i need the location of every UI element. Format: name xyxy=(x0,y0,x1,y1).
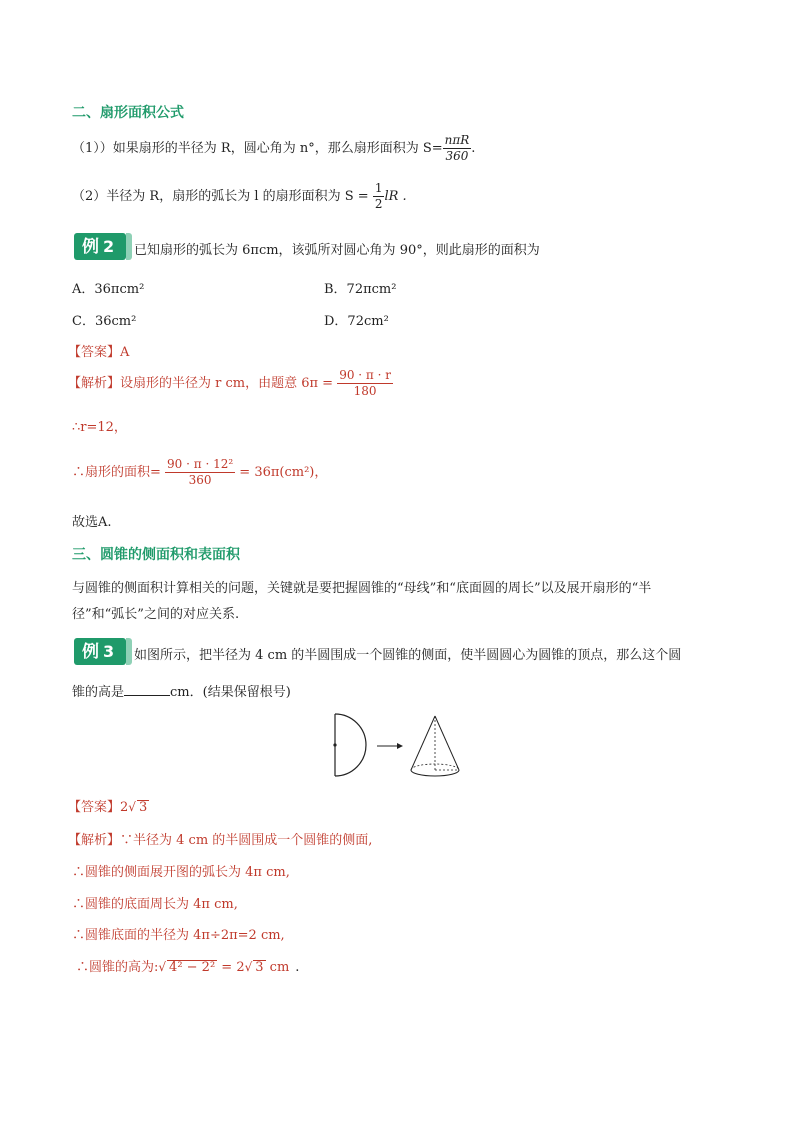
example-3-analysis-5-end: . xyxy=(295,960,300,975)
example-2-analysis-3-denominator: 360 xyxy=(188,473,212,487)
example-3-analysis-line-5 xyxy=(76,956,299,975)
example-3-answer-coefficient: 2 xyxy=(120,800,129,815)
example-2-analysis-3-result: = 36π(cm²)， xyxy=(235,465,328,480)
example-3-analysis-line-1 xyxy=(68,829,372,848)
semicircle-shape xyxy=(333,714,366,776)
example-3-question-line-1: 如图所示，把半径为 4 cm 的半圆围成一个圆锥的侧面，使半圆圆心为圆锥的顶点，那么这个圆 xyxy=(134,648,682,663)
formula-1-numerator: nπR xyxy=(444,133,470,147)
example-3-answer xyxy=(68,796,149,815)
example-2-badge xyxy=(74,233,126,260)
example-2-question: 已知扇形的弧长为 6πcm，该弧所对圆心角为 90°，则此扇形的面积为 xyxy=(134,243,540,258)
example-2-analysis-line-2: ∴r=12， xyxy=(72,420,127,435)
formula-1-text: （1））如果扇形的半径为 R，圆心角为 n°，那么扇形面积为 S= xyxy=(72,141,443,156)
sqrt-icon: √ xyxy=(244,960,253,974)
formula-1-fraction xyxy=(443,133,472,164)
section-title-cone-area: 三、圆锥的侧面积和表面积 xyxy=(72,547,240,563)
example-3-analysis-line-4: ∴圆锥底面的半径为 4π÷2π=2 cm, xyxy=(72,928,285,943)
example-3-analysis-5-unit: cm xyxy=(265,960,290,975)
example-3-analysis-5-text: ∴圆锥的高为: xyxy=(76,960,159,975)
example-2-analysis-1-fraction xyxy=(337,368,393,399)
example-2-option-a: A．36πcm² xyxy=(72,282,145,297)
example-2-badge-label: 例 xyxy=(82,237,99,257)
example-3-analysis-1-text: ∵半径为 4 cm 的半圆围成一个圆锥的侧面, xyxy=(120,833,373,848)
example-2-analysis-3-text: ∴扇形的面积= xyxy=(72,465,166,480)
example-3-question-text: 锥的高是 xyxy=(72,685,125,700)
answer-blank xyxy=(124,683,170,696)
example-2-option-d: D．72cm² xyxy=(324,314,389,329)
formula-2-denominator: 2 xyxy=(374,197,383,211)
example-2-answer xyxy=(68,341,129,360)
example-2-option-c: C．36cm² xyxy=(72,314,137,329)
example-2-analysis-1-text: 设扇形的半径为 r cm，由题意 6π = xyxy=(120,376,338,391)
formula-2-numerator: 1 xyxy=(374,181,383,195)
example-3-answer-label: 【答案】 xyxy=(68,800,121,815)
formula-sector-area-degree xyxy=(72,132,475,166)
sqrt-icon: √ xyxy=(158,960,167,974)
example-3-badge-number: 3 xyxy=(103,642,115,661)
example-3-analysis-line-2: ∴圆锥的侧面展开图的弧长为 4π cm, xyxy=(72,865,290,880)
example-3-badge xyxy=(74,638,126,665)
example-2-option-b: B．72πcm² xyxy=(324,282,397,297)
example-3-analysis-label: 【解析】 xyxy=(68,833,121,848)
formula-2-fraction xyxy=(373,181,385,212)
example-3-question-suffix: cm．(结果保留根号) xyxy=(170,685,291,700)
example-3-question-line-2 xyxy=(72,681,291,700)
example-2-answer-label: 【答案】 xyxy=(68,345,121,360)
example-2-analysis-1-numerator: 90 · π · r xyxy=(339,368,391,382)
example-2-analysis-label: 【解析】 xyxy=(68,376,121,391)
example-3-analysis-line-3: ∴圆锥的底面周长为 4π cm, xyxy=(72,897,238,912)
formula-1-suffix: . xyxy=(471,141,476,156)
example-2-analysis-1-denominator: 180 xyxy=(353,384,377,398)
formula-1-denominator: 360 xyxy=(445,149,469,163)
formula-2-suffix: lR . xyxy=(384,189,407,204)
example-3-badge-label: 例 xyxy=(82,642,99,662)
sqrt-icon: √ xyxy=(128,800,136,814)
example-2-answer-value: A xyxy=(120,345,130,360)
example-3-analysis-5-radicand-2: 3 xyxy=(255,960,264,975)
example-2-analysis-line-4: 故选A. xyxy=(72,515,112,530)
cone-shape xyxy=(411,716,459,776)
example-2-analysis-line-1 xyxy=(68,366,393,402)
example-2-analysis-line-3 xyxy=(72,455,327,491)
formula-2-text: （2）半径为 R，扇形的弧长为 l 的扇形面积为 S = xyxy=(72,189,373,204)
example-2-analysis-3-fraction xyxy=(165,457,235,488)
example-3-analysis-5-radicand: 4² − 2² xyxy=(169,960,216,975)
example-3-answer-radicand: 3 xyxy=(138,800,148,815)
example-3-analysis-5-equals: = 2 xyxy=(217,960,245,975)
example-2-analysis-3-numerator: 90 · π · 12² xyxy=(167,457,234,471)
arrow-icon xyxy=(377,743,403,749)
semicircle-to-cone-figure xyxy=(325,710,475,790)
section-3-text-line-2: 径”和“弧长”之间的对应关系. xyxy=(72,607,240,622)
formula-sector-area-arc xyxy=(72,180,407,214)
example-2-badge-number: 2 xyxy=(103,237,115,256)
section-title-sector-area: 二、扇形面积公式 xyxy=(72,105,184,121)
section-3-text-line-1: 与圆锥的侧面积计算相关的问题，关键就是要把握圆锥的“母线”和“底面圆的周长”以及展开扇形的“半 xyxy=(72,581,652,596)
